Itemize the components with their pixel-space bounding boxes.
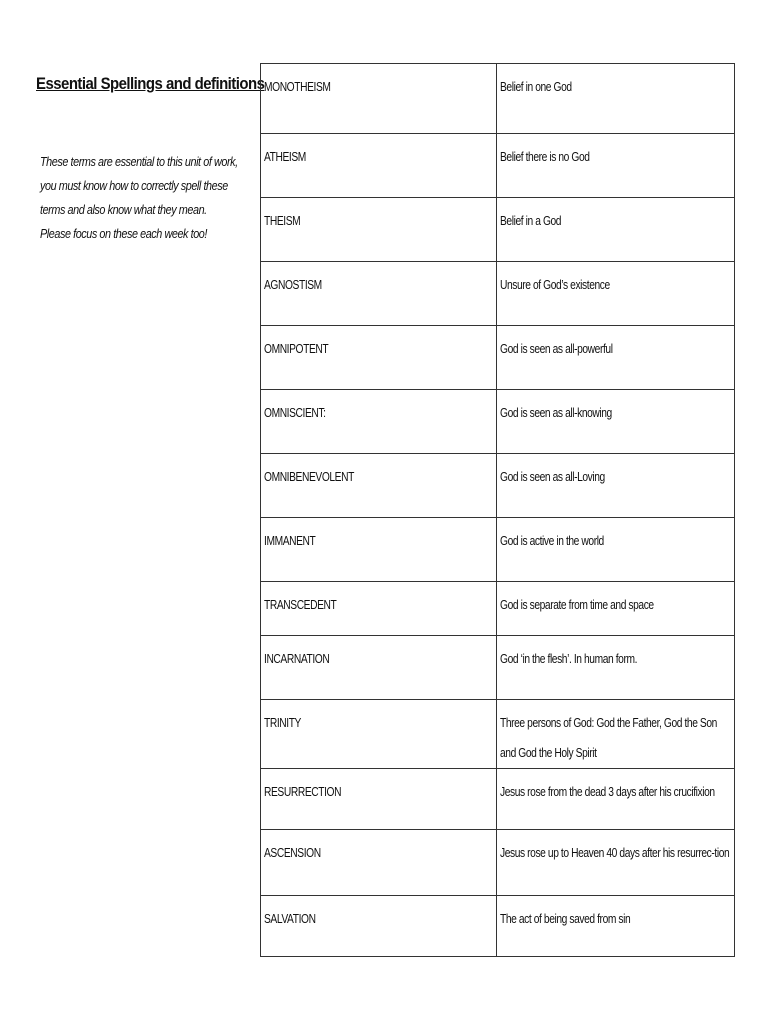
table-row bbox=[261, 636, 735, 700]
intro-text: These terms are essential to this unit of work, you must know how to correctly spell these terms and also know what they mean. Please focus on these each week too! bbox=[40, 155, 238, 241]
definition-cell bbox=[497, 518, 735, 582]
definition-text: Belief there is no God bbox=[500, 150, 590, 164]
term-text: ASCENSION bbox=[264, 846, 321, 860]
table-row bbox=[261, 896, 735, 957]
term-text: OMNIBENEVOLENT bbox=[264, 470, 354, 484]
term-cell bbox=[261, 134, 497, 198]
table-row bbox=[261, 830, 735, 896]
definition-text: The act of being saved from sin bbox=[500, 912, 631, 926]
table-row bbox=[261, 134, 735, 198]
table-row bbox=[261, 326, 735, 390]
definition-cell bbox=[497, 896, 735, 957]
term-text: RESURRECTION bbox=[264, 785, 342, 799]
definition-cell bbox=[497, 262, 735, 326]
term-cell bbox=[261, 700, 497, 769]
definition-text: Belief in a God bbox=[500, 214, 562, 228]
definition-cell bbox=[497, 830, 735, 896]
term-cell bbox=[261, 582, 497, 636]
definition-text: God is seen as all-powerful bbox=[500, 342, 613, 356]
definition-cell bbox=[497, 454, 735, 518]
term-text: OMNIPOTENT bbox=[264, 342, 329, 356]
definition-cell bbox=[497, 582, 735, 636]
definition-cell bbox=[497, 198, 735, 262]
term-cell bbox=[261, 390, 497, 454]
term-text: TRANSCEDENT bbox=[264, 598, 337, 612]
term-cell bbox=[261, 636, 497, 700]
table-row bbox=[261, 700, 735, 769]
definition-cell bbox=[497, 64, 735, 134]
table-row bbox=[261, 769, 735, 830]
table-row bbox=[261, 198, 735, 262]
definition-text: God is active in the world bbox=[500, 534, 604, 548]
term-cell bbox=[261, 64, 497, 134]
definition-text: God is separate from time and space bbox=[500, 598, 654, 612]
term-text: MONOTHEISM bbox=[264, 80, 331, 94]
term-cell bbox=[261, 518, 497, 582]
definition-cell bbox=[497, 769, 735, 830]
terms-table bbox=[260, 63, 735, 957]
table-row bbox=[261, 390, 735, 454]
definition-cell bbox=[497, 700, 735, 769]
definition-cell bbox=[497, 134, 735, 198]
term-cell bbox=[261, 454, 497, 518]
table-row bbox=[261, 454, 735, 518]
definition-cell bbox=[497, 390, 735, 454]
term-text: IMMANENT bbox=[264, 534, 316, 548]
term-cell bbox=[261, 198, 497, 262]
term-text: THEISM bbox=[264, 214, 301, 228]
definition-cell bbox=[497, 326, 735, 390]
term-text: SALVATION bbox=[264, 912, 316, 926]
term-text: AGNOSTISM bbox=[264, 278, 322, 292]
definition-text: Three persons of God: God the Father, God the Son and God the Holy Spirit bbox=[500, 716, 717, 760]
definition-text: God is seen as all-Loving bbox=[500, 470, 605, 484]
term-cell bbox=[261, 262, 497, 326]
page-title: Essential Spellings and definitions bbox=[36, 74, 265, 93]
term-cell bbox=[261, 326, 497, 390]
term-text: TRINITY bbox=[264, 716, 301, 730]
table-row bbox=[261, 262, 735, 326]
table-row bbox=[261, 582, 735, 636]
table-row bbox=[261, 64, 735, 134]
term-text: ATHEISM bbox=[264, 150, 306, 164]
definition-text: Belief in one God bbox=[500, 80, 572, 94]
term-text: OMNISCIENT: bbox=[264, 406, 326, 420]
definition-text: God ‘in the flesh’. In human form. bbox=[500, 652, 638, 666]
definition-text: Jesus rose from the dead 3 days after his crucifixion bbox=[500, 785, 715, 799]
table-row bbox=[261, 518, 735, 582]
term-text: INCARNATION bbox=[264, 652, 330, 666]
definition-text: Jesus rose up to Heaven 40 days after his resurrec-tion bbox=[500, 846, 730, 860]
definition-cell bbox=[497, 636, 735, 700]
term-cell bbox=[261, 830, 497, 896]
term-cell bbox=[261, 896, 497, 957]
definition-text: God is seen as all-knowing bbox=[500, 406, 612, 420]
term-cell bbox=[261, 769, 497, 830]
definition-text: Unsure of God’s existence bbox=[500, 278, 610, 292]
